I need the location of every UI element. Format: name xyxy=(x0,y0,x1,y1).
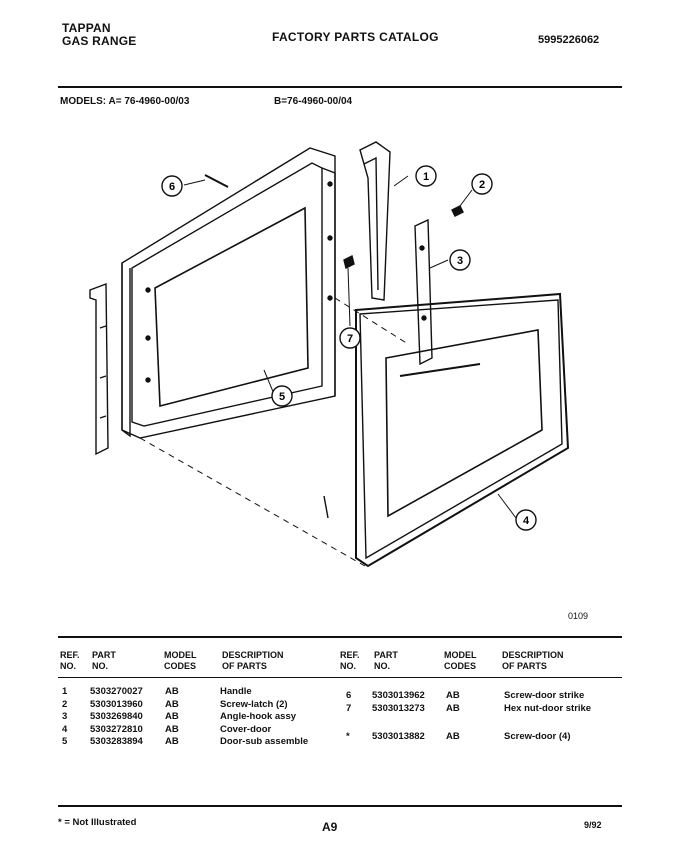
svg-text:2: 2 xyxy=(478,179,486,191)
table-cell: 2 xyxy=(62,698,68,710)
table-cell: 4 xyxy=(62,723,68,735)
table-cell: 5303013962 xyxy=(372,690,425,701)
table-cell: AB xyxy=(165,723,179,735)
table-cell: Screw-latch (2) xyxy=(220,698,288,710)
callout-7 xyxy=(340,328,360,348)
table-cell: 7 xyxy=(346,702,352,714)
models-b: B=76-4960-00/04 xyxy=(274,96,353,107)
svg-text:1: 1 xyxy=(422,171,430,183)
header-model-right: MODEL CODES xyxy=(444,650,477,671)
door-window xyxy=(155,208,308,406)
catalog-number: 5995226062 xyxy=(538,34,600,46)
left-part-column xyxy=(90,686,143,749)
table-cell: Screw-door (4) xyxy=(504,731,571,742)
svg-text:7: 7 xyxy=(346,333,354,345)
screw-latch xyxy=(452,206,463,216)
callout-4 xyxy=(516,510,536,530)
right-desc-column xyxy=(504,690,591,744)
brand-block xyxy=(62,22,136,48)
table-cell: 5303272810 xyxy=(90,723,143,735)
page-number: A9 xyxy=(322,820,338,834)
svg-text:6: 6 xyxy=(168,181,176,193)
figure-code: 0109 xyxy=(568,611,589,621)
table-cell: 5303269840 xyxy=(90,711,143,722)
callout-6 xyxy=(162,176,182,196)
svg-text:5: 5 xyxy=(278,391,286,403)
table-cell: AB xyxy=(165,698,179,710)
cover-window xyxy=(386,330,542,516)
exploded-door-diagram xyxy=(60,118,620,588)
header-ref-left: REF. NO. xyxy=(60,650,80,671)
angle-hook xyxy=(415,220,432,364)
table-top-divider xyxy=(58,636,622,638)
door-handle xyxy=(360,142,390,300)
right-part-column xyxy=(372,690,425,744)
footer-divider xyxy=(58,805,622,807)
brand-name: TAPPAN xyxy=(62,21,111,35)
svg-text:4: 4 xyxy=(522,515,530,527)
screw-door-strike xyxy=(205,175,228,187)
table-cell: AB xyxy=(446,702,460,714)
product-type: GAS RANGE xyxy=(62,34,137,48)
hex-nut xyxy=(344,256,354,268)
left-desc-column xyxy=(220,686,308,749)
table-cell: AB xyxy=(446,731,460,742)
table-cell: Handle xyxy=(220,686,252,697)
table-cell: 5303013960 xyxy=(90,698,143,710)
models-a: MODELS: A= 76-4960-00/03 xyxy=(60,96,190,107)
revision-date: 9/92 xyxy=(584,820,602,830)
table-cell: 3 xyxy=(62,711,68,722)
header-model-left: MODEL CODES xyxy=(164,650,197,671)
callout-3 xyxy=(450,250,470,270)
left-ref-column xyxy=(62,686,67,749)
header-desc-left: DESCRIPTION OF PARTS xyxy=(222,650,284,671)
table-cell: Screw-door strike xyxy=(504,690,585,701)
table-header-divider xyxy=(58,677,622,678)
hinge-bracket xyxy=(90,284,108,454)
callout-1 xyxy=(416,166,436,186)
left-model-column xyxy=(165,686,179,749)
table-cell: Angle-hook assy xyxy=(220,711,297,722)
table-cell: 1 xyxy=(62,686,68,697)
table-cell: 5303283894 xyxy=(90,736,143,747)
table-cell: 5303013882 xyxy=(372,731,425,742)
catalog-title: FACTORY PARTS CATALOG xyxy=(272,30,439,44)
table-cell: AB xyxy=(446,690,460,701)
header-ref-right: REF. NO. xyxy=(340,650,360,671)
table-cell: 5 xyxy=(62,736,68,747)
inner-door-panel xyxy=(122,148,335,438)
callout-5 xyxy=(272,386,292,406)
header-part-right: PART NO. xyxy=(374,650,398,671)
header-part-left: PART NO. xyxy=(92,650,116,671)
table-cell: Hex nut-door strike xyxy=(504,702,592,714)
table-cell: AB xyxy=(165,711,179,722)
svg-text:3: 3 xyxy=(456,255,464,267)
table-cell: Door-sub assemble xyxy=(220,736,309,747)
callout-2 xyxy=(472,174,492,194)
header-desc-right: DESCRIPTION OF PARTS xyxy=(502,650,564,671)
cover-door xyxy=(356,294,568,566)
right-model-column xyxy=(446,690,460,744)
table-cell: AB xyxy=(165,736,179,747)
not-illustrated-note: * = Not Illustrated xyxy=(58,817,137,828)
table-cell: AB xyxy=(165,686,179,697)
table-cell: * xyxy=(346,731,350,742)
header-divider xyxy=(58,86,622,88)
table-cell: 5303270027 xyxy=(90,686,143,697)
table-cell: 6 xyxy=(346,690,352,701)
table-cell: Cover-door xyxy=(220,723,272,735)
table-cell: 5303013273 xyxy=(372,702,425,714)
right-ref-column xyxy=(346,690,351,744)
